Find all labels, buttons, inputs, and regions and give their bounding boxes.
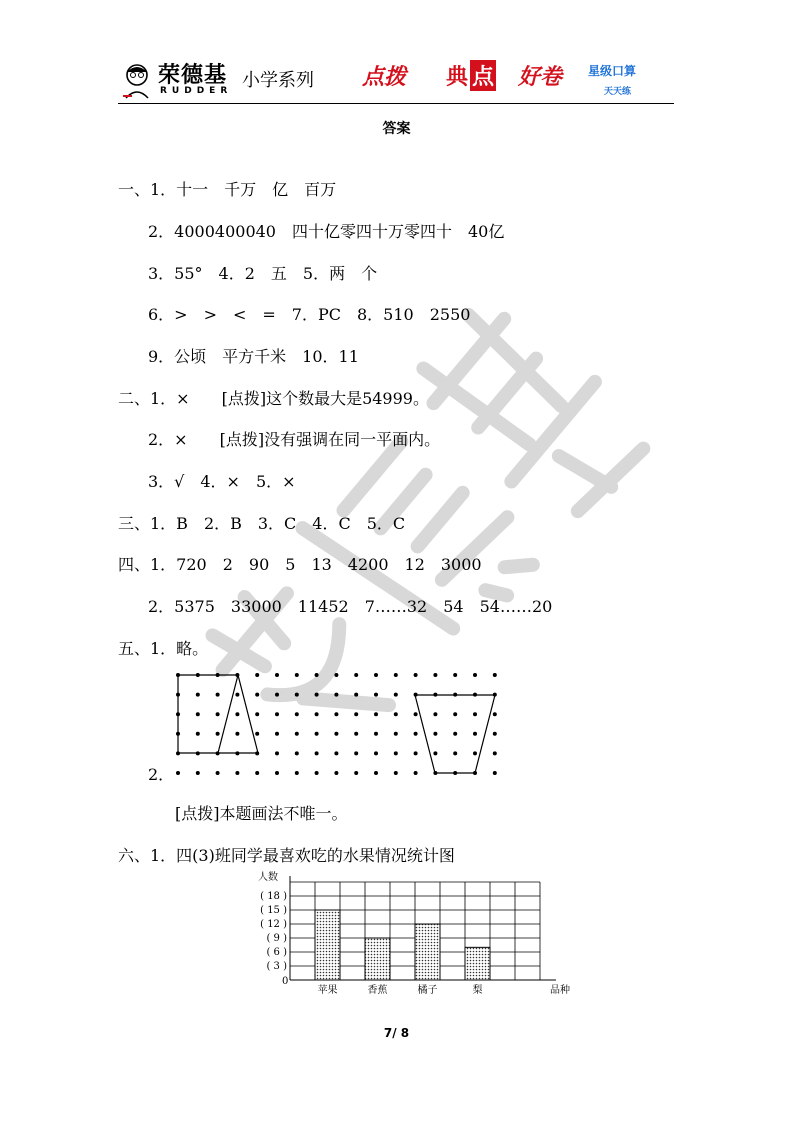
bar-2 bbox=[365, 938, 390, 980]
grid-dot bbox=[433, 673, 437, 677]
origin-label: 0 bbox=[282, 976, 289, 987]
grid-dot bbox=[196, 693, 200, 697]
grid-dot bbox=[394, 771, 398, 775]
star-logo-sub: 天天练 bbox=[604, 87, 632, 97]
grid-dot bbox=[275, 732, 279, 736]
brand-name: 荣德基 bbox=[158, 63, 228, 88]
slogan-dianbo: 点拨 bbox=[362, 65, 407, 90]
grid-dot bbox=[453, 673, 457, 677]
grid-dot bbox=[414, 673, 418, 677]
grid-dot bbox=[235, 732, 239, 736]
answer-line-2-2: 2．× [点拨]没有强调在同一平面内。 bbox=[148, 430, 441, 449]
grid-dot bbox=[255, 673, 259, 677]
answer-line-1-3: 3．55° 4．2 五 5．两 个 bbox=[148, 264, 378, 283]
grid-dot bbox=[493, 712, 497, 716]
grid-dot bbox=[235, 712, 239, 716]
grid-dot bbox=[493, 732, 497, 736]
rudder-logo-icon bbox=[120, 60, 154, 100]
y-tick-label: ( 15 ) bbox=[260, 905, 287, 916]
star-logo: 星级口算 bbox=[588, 64, 637, 78]
grid-dot bbox=[354, 771, 358, 775]
grid-dot bbox=[275, 712, 279, 716]
grid-dot bbox=[374, 732, 378, 736]
dot-grid-figure bbox=[170, 668, 510, 780]
bar-1 bbox=[315, 910, 340, 980]
grid-dot bbox=[334, 751, 338, 755]
grid-dot bbox=[255, 771, 259, 775]
answer-line-2-3: 3．√ 4．× 5．× bbox=[148, 472, 296, 491]
grid-dot bbox=[473, 673, 477, 677]
y-tick-label: ( 18 ) bbox=[260, 891, 287, 902]
category-label: 梨 bbox=[472, 985, 483, 996]
grid-dot bbox=[176, 771, 180, 775]
answer-line-5-note: [点拨]本题画法不唯一。 bbox=[175, 804, 348, 823]
grid-dot bbox=[295, 732, 299, 736]
page-number: 7/ 8 bbox=[383, 1026, 410, 1040]
grid-dot bbox=[334, 732, 338, 736]
answer-line-5-1: 五、1．略。 bbox=[118, 639, 209, 658]
fruit-bar-chart bbox=[250, 872, 570, 1002]
grid-dot bbox=[255, 732, 259, 736]
y-axis-label: 人数 bbox=[258, 872, 278, 883]
grid-dot bbox=[433, 751, 437, 755]
grid-dot bbox=[493, 771, 497, 775]
category-label: 苹果 bbox=[317, 985, 338, 996]
x-axis-label: 品种 bbox=[550, 985, 570, 996]
grid-dot bbox=[275, 751, 279, 755]
grid-dot bbox=[374, 751, 378, 755]
grid-dot bbox=[414, 751, 418, 755]
grid-dot bbox=[493, 751, 497, 755]
header-divider bbox=[118, 103, 674, 104]
bar-4 bbox=[465, 947, 490, 980]
grid-dot bbox=[315, 751, 319, 755]
grid-dot bbox=[394, 673, 398, 677]
grid-dot bbox=[453, 751, 457, 755]
grid-dot bbox=[275, 771, 279, 775]
grid-dot bbox=[394, 712, 398, 716]
grid-dot bbox=[295, 693, 299, 697]
grid-dot bbox=[275, 673, 279, 677]
grid-dot bbox=[315, 732, 319, 736]
grid-dot bbox=[473, 751, 477, 755]
trapezoid-left-divider bbox=[218, 675, 238, 753]
grid-dot bbox=[354, 751, 358, 755]
y-tick-label: ( 6 ) bbox=[266, 947, 287, 958]
brand-english: RUDDER bbox=[160, 86, 233, 96]
category-label: 橘子 bbox=[417, 985, 438, 996]
grid-dot bbox=[374, 673, 378, 677]
grid-dot bbox=[315, 673, 319, 677]
grid-dot bbox=[216, 712, 220, 716]
grid-dot bbox=[414, 732, 418, 736]
grid-dot bbox=[334, 693, 338, 697]
series-name: 小学系列 bbox=[242, 70, 314, 91]
grid-dot bbox=[295, 712, 299, 716]
answer-line-3: 三、1．B 2．B 3．C 4．C 5．C bbox=[118, 514, 406, 533]
grid-dot bbox=[493, 673, 497, 677]
grid-dot bbox=[295, 751, 299, 755]
grid-dot bbox=[295, 771, 299, 775]
grid-dot bbox=[334, 771, 338, 775]
grid-dot bbox=[473, 712, 477, 716]
answer-line-4-1: 四、1．720 2 90 5 13 4200 12 3000 bbox=[118, 555, 482, 574]
grid-dot bbox=[334, 712, 338, 716]
grid-dot bbox=[374, 771, 378, 775]
grid-dot bbox=[275, 693, 279, 697]
grid-dot bbox=[196, 771, 200, 775]
y-tick-label: ( 9 ) bbox=[266, 933, 287, 944]
grid-dot bbox=[255, 712, 259, 716]
grid-dot bbox=[334, 673, 338, 677]
grid-dot bbox=[235, 771, 239, 775]
answer-line-1-1: 一、1．十一 千万 亿 百万 bbox=[118, 180, 337, 199]
grid-dot bbox=[414, 771, 418, 775]
grid-dot bbox=[196, 712, 200, 716]
slogan-dian-b: 点 bbox=[470, 60, 496, 91]
answer-line-1-9: 9．公顷 平方千米 10．11 bbox=[148, 347, 359, 366]
grid-dot bbox=[394, 732, 398, 736]
grid-dot bbox=[414, 712, 418, 716]
grid-dot bbox=[354, 712, 358, 716]
grid-dot bbox=[394, 693, 398, 697]
category-label: 香蕉 bbox=[367, 985, 388, 996]
grid-dot bbox=[295, 673, 299, 677]
grid-dot bbox=[453, 712, 457, 716]
grid-dot bbox=[394, 751, 398, 755]
grid-dot bbox=[453, 732, 457, 736]
grid-dot bbox=[315, 693, 319, 697]
bar-3 bbox=[415, 924, 440, 980]
grid-dot bbox=[216, 771, 220, 775]
y-tick-label: ( 12 ) bbox=[260, 919, 287, 930]
grid-dots bbox=[176, 673, 497, 775]
grid-dot bbox=[235, 693, 239, 697]
grid-dot bbox=[433, 712, 437, 716]
page-title: 答案 bbox=[382, 121, 411, 137]
answer-line-6-1: 六、1．四(3)班同学最喜欢吃的水果情况统计图 bbox=[118, 846, 455, 865]
grid-dot bbox=[433, 732, 437, 736]
grid-dot bbox=[374, 693, 378, 697]
grid-dot bbox=[216, 732, 220, 736]
grid-dot bbox=[374, 712, 378, 716]
answer-line-5-2: 2． bbox=[148, 765, 175, 784]
grid-dot bbox=[216, 693, 220, 697]
answer-line-4-2: 2．5375 33000 11452 7……32 54 54……20 bbox=[148, 597, 553, 616]
grid-dot bbox=[354, 732, 358, 736]
answer-line-2-1: 二、1．× [点拨]这个数最大是54999。 bbox=[118, 389, 429, 408]
grid-dot bbox=[315, 771, 319, 775]
grid-dot bbox=[473, 732, 477, 736]
slogan-dian: 典 bbox=[446, 65, 469, 90]
answer-line-1-2: 2．4000400040 四十亿零四十万零四十 40亿 bbox=[148, 222, 505, 241]
grid-dot bbox=[196, 732, 200, 736]
slogan-haojuan: 好卷 bbox=[518, 65, 563, 90]
grid-dot bbox=[354, 693, 358, 697]
grid-dot bbox=[255, 693, 259, 697]
grid-dot bbox=[354, 673, 358, 677]
grid-dot bbox=[315, 712, 319, 716]
y-tick-label: ( 3 ) bbox=[266, 961, 287, 972]
answer-line-1-6: 6．> > < = 7．PC 8．510 2550 bbox=[148, 305, 471, 324]
